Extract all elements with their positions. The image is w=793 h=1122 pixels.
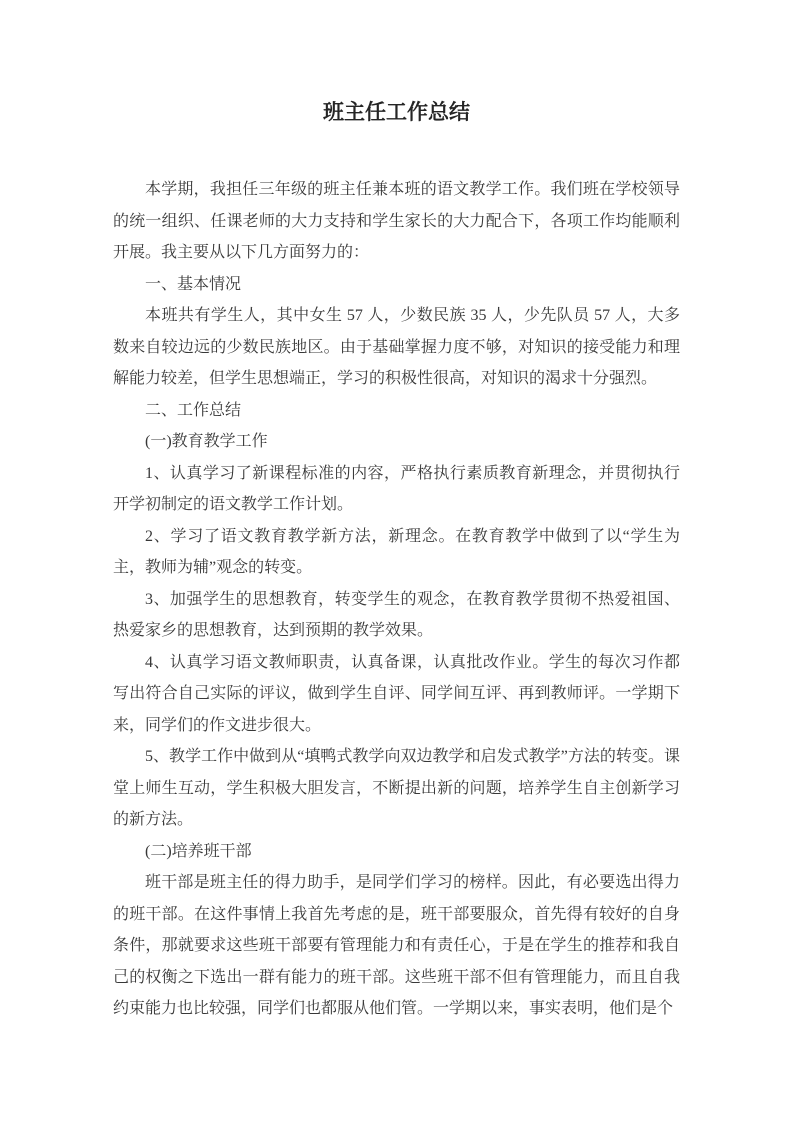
paragraph-7: 2、学习了语文教育教学新方法，新理念。在教育教学中做到了以“学生为主，教师为辅”观念的转变。 (113, 527, 680, 576)
paragraph-12: 班干部是班主任的得力助手，是同学们学习的榜样。因此，有必要选出得力的班干部。在这件事情上我首先考虑的是，班干部要服众，首先得有较好的自身条件，那就要求这些班干部要有管理能力和有责任心，于是在学生的推荐和我自己的权衡之下选出一群有能力的班干部。这些班干部不但有管理能力，而且自我约束能力也比较强，同学们也都服从他们管。一学期以来，事实表明，他们是个 (113, 874, 680, 1017)
paragraph-2: 一、基本情况 (145, 275, 242, 293)
paragraph-11: (二)培养班干部 (145, 842, 252, 860)
paragraph-3: 本班共有学生人，其中女生 57 人，少数民族 35 人，少先队员 57 人，大多数来自较边远的少数民族地区。由于基础掌握力度不够，对知识的接受能力和理解能力较差，但学生思想端正，学习的积极性很高，对知识的渴求十分强烈。 (113, 307, 680, 387)
paragraph-4: 二、工作总结 (145, 401, 242, 419)
paragraph-container (113, 174, 680, 1025)
paragraph-1: 本学期，我担任三年级的班主任兼本班的语文教学工作。我们班在学校领导的统一组织、任课老师的大力支持和学生家长的大力配合下，各项工作均能顺利开展。我主要从以下几方面努力的： (113, 181, 680, 261)
page-title: 班主任工作总结 (323, 100, 470, 124)
paragraph-5: (一)教育教学工作 (145, 433, 268, 450)
paragraph-9: 4、认真学习语文教师职责，认真备课，认真批改作业。学生的每次习作都写出符合自己实际的评议，做到学生自评、同学间互评、再到教师评。一学期下来，同学们的作文进步很大。 (113, 653, 680, 734)
document-content (113, 0, 680, 1025)
paragraph-6: 1、认真学习了新课程标准的内容，严格执行素质教育新理念，并贯彻执行开学初制定的语文教学工作计划。 (113, 464, 680, 513)
paragraph-8: 3、加强学生的思想教育，转变学生的观念，在教育教学贯彻不热爱祖国、热爱家乡的思想教育，达到预期的教学效果。 (113, 590, 680, 639)
paragraph-10: 5、教学工作中做到从“填鸭式教学向双边教学和启发式教学”方法的转变。课堂上师生互动，学生积极大胆发言，不断提出新的问题，培养学生自主创新学习的新方法。 (113, 748, 680, 828)
